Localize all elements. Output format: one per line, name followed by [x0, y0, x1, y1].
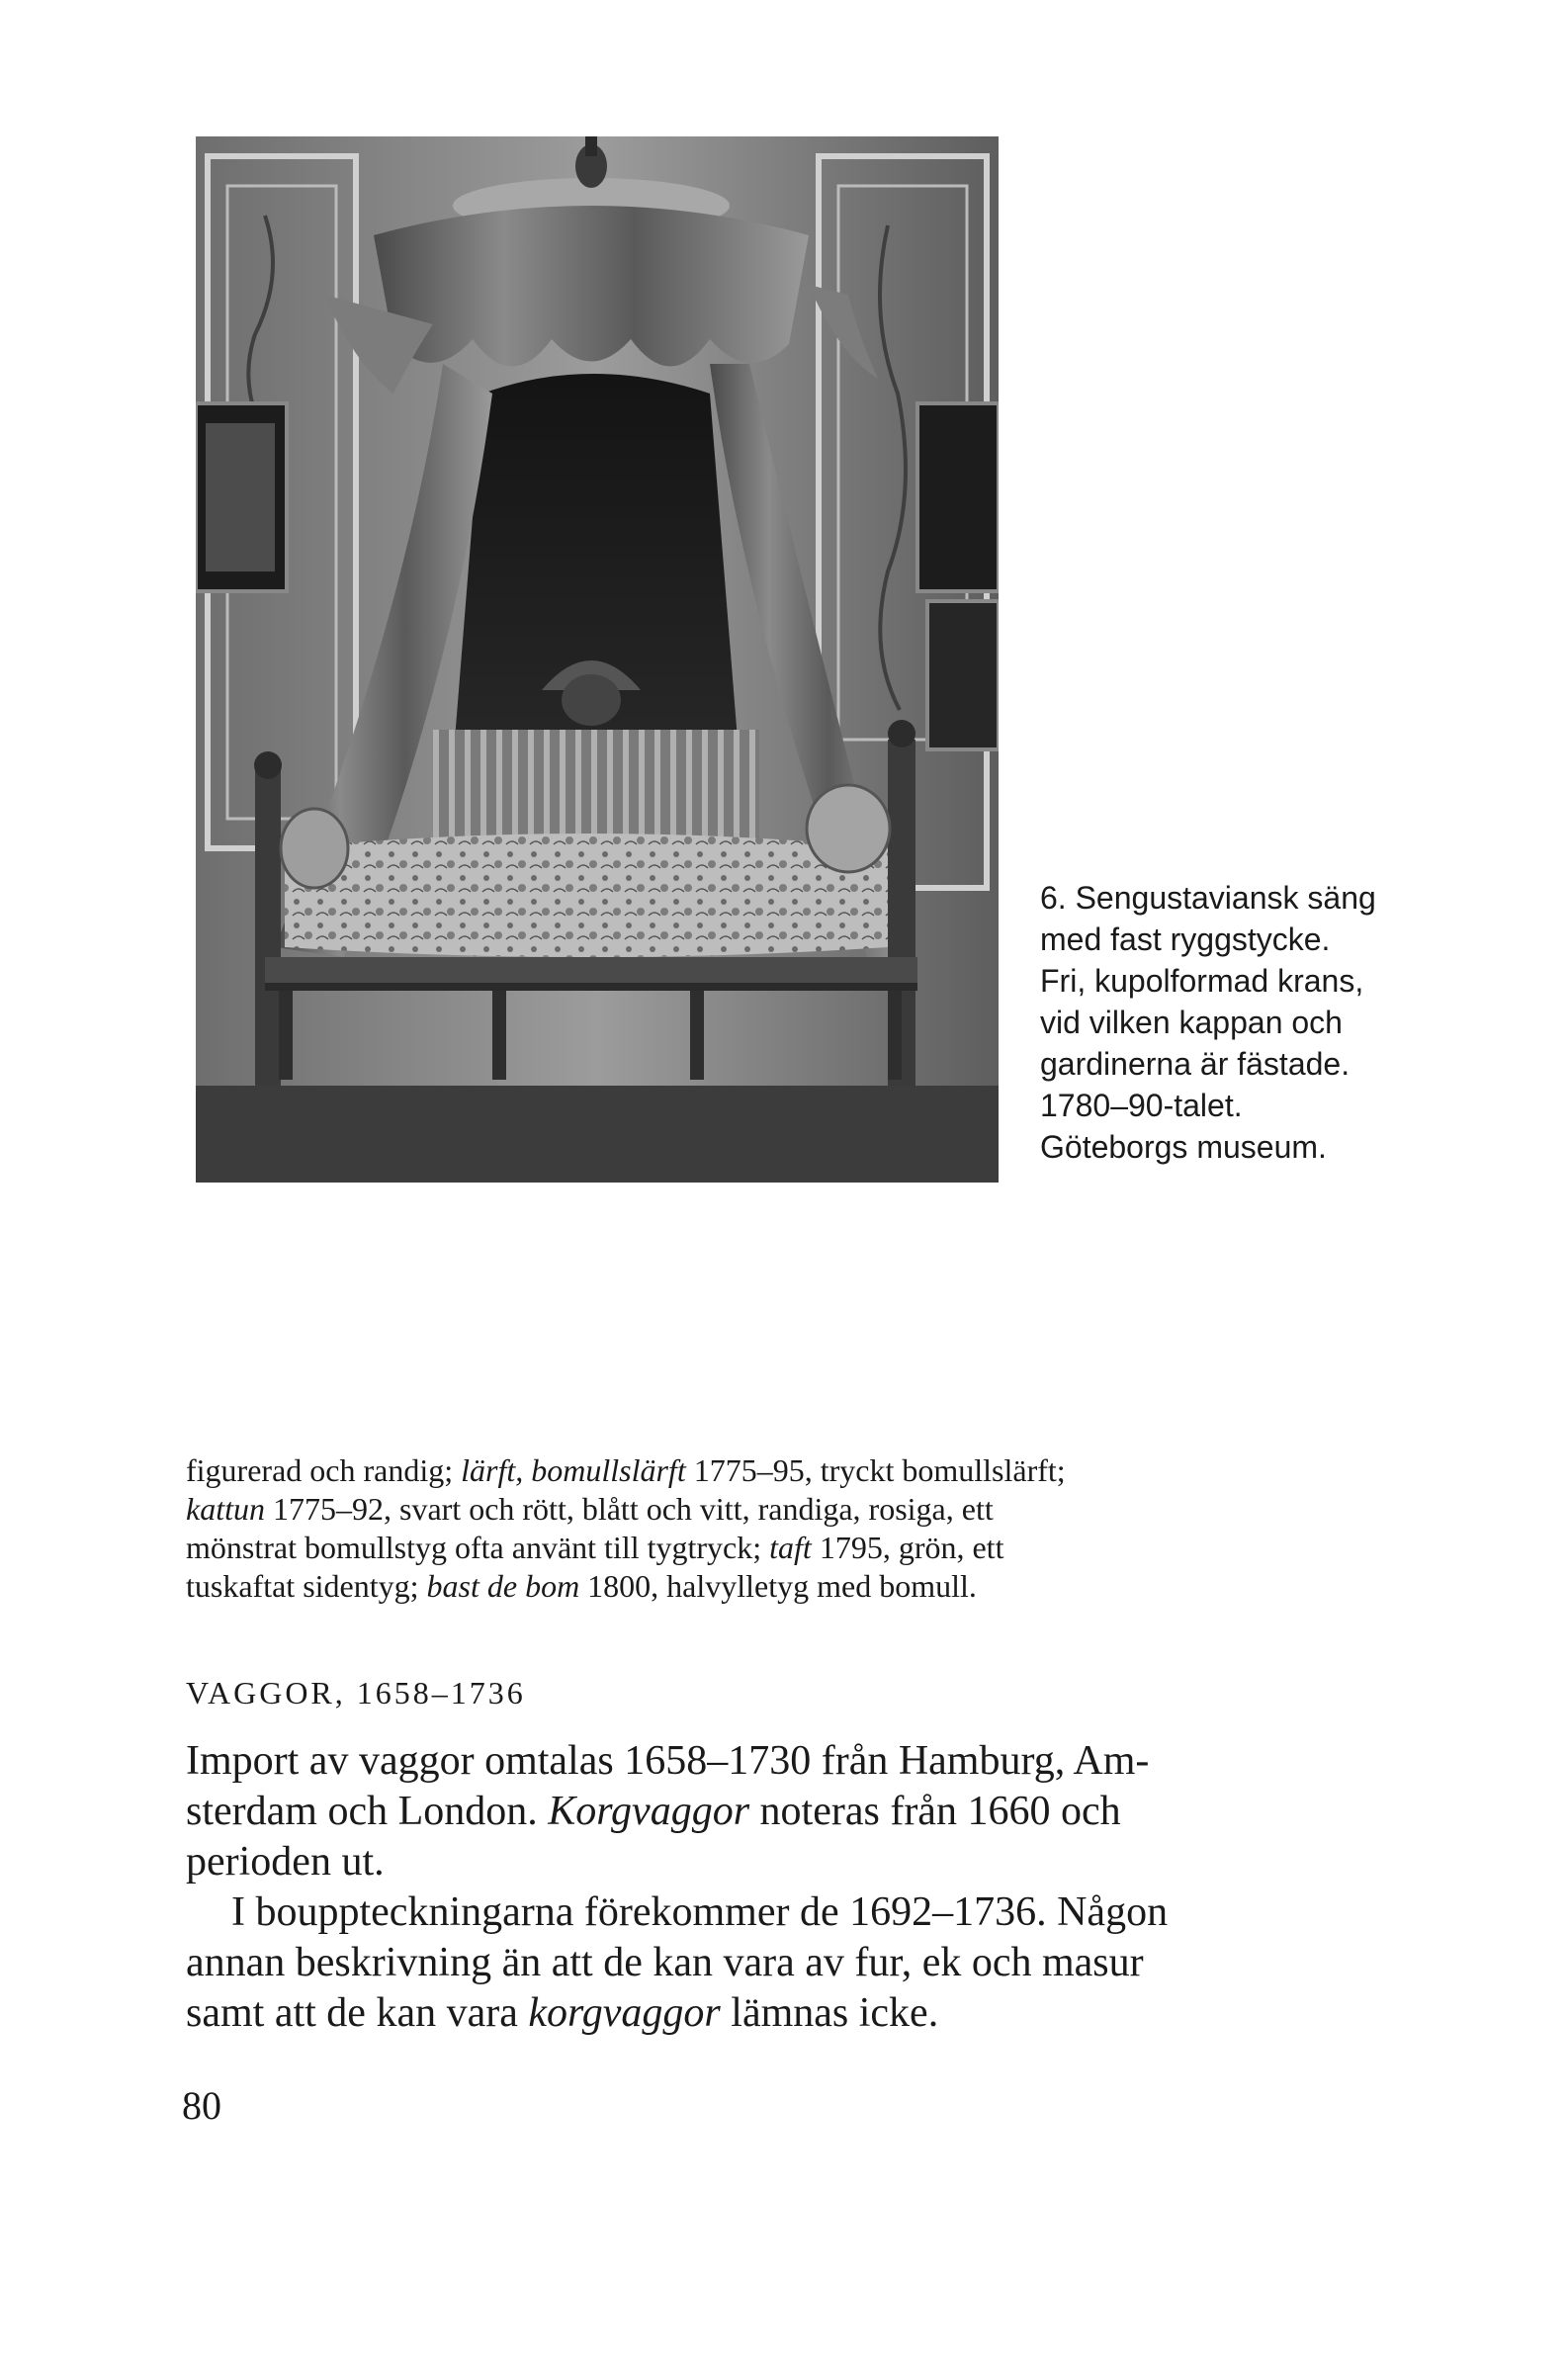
body-line: annan beskrivning än att de kan vara av fur, ek och masur [186, 1940, 1144, 1985]
italic-term: Korgvaggor [548, 1789, 750, 1834]
bed-photograph-image [196, 136, 999, 1183]
text-run: 1775–92, svart och rött, blått och vitt, randiga, rosiga, ett [264, 1491, 994, 1527]
text-run: samt att de kan vara [186, 1990, 529, 2036]
paragraph-line [186, 1490, 1291, 1529]
italic-term: taft [769, 1530, 812, 1565]
text-run: sterdam och London. [186, 1789, 549, 1834]
figure-caption [1040, 877, 1416, 1168]
caption-line: 1780–90-talet. [1040, 1088, 1243, 1123]
section-heading: VAGGOR, 1658–1736 [186, 1675, 526, 1711]
caption-line: med fast ryggstycke. [1040, 921, 1331, 957]
textile-glossary-paragraph [186, 1451, 1291, 1606]
italic-term: bast de bom [426, 1568, 580, 1604]
body-line [186, 1988, 1291, 2039]
body-line [186, 1787, 1291, 1837]
paragraph-line [186, 1567, 1291, 1606]
body-line: I bouppteckningarna förekommer de 1692–1736. Någon [231, 1889, 1169, 1935]
caption-line: Fri, kupolformad krans, [1040, 963, 1364, 999]
paragraph-line [186, 1529, 1291, 1567]
caption-line: Göteborgs museum. [1040, 1129, 1327, 1165]
page-number: 80 [182, 2083, 221, 2128]
text-run: 1800, halvylletyg med bomull. [579, 1568, 977, 1604]
text-run: 1775–95, tryckt bomullslärft; [685, 1452, 1066, 1488]
text-run: noteras från 1660 och [749, 1789, 1121, 1834]
italic-term: korgvaggor [528, 1990, 721, 2036]
italic-term: lärft, bomullslärft [461, 1452, 686, 1488]
text-run: mönstrat bomullstyg ofta använt till tygtryck; [186, 1530, 770, 1565]
text-run: lämnas icke. [720, 1990, 939, 2036]
paragraph-line [186, 1451, 1291, 1490]
bed-photograph [196, 136, 999, 1183]
body-line: perioden ut. [186, 1839, 385, 1885]
caption-line: 6. Sengustaviansk säng [1040, 880, 1376, 916]
text-run: 1795, grön, ett [811, 1530, 1004, 1565]
text-run: figurerad och randig; [186, 1452, 462, 1488]
caption-line: gardinerna är fästade. [1040, 1046, 1350, 1082]
body-line: Import av vaggor omtalas 1658–1730 från Hamburg, Am- [186, 1738, 1150, 1784]
text-run: tuskaftat sidentyg; [186, 1568, 427, 1604]
caption-line: vid vilken kappan och [1040, 1005, 1343, 1040]
italic-term: kattun [186, 1491, 265, 1527]
section-body [186, 1736, 1291, 2039]
